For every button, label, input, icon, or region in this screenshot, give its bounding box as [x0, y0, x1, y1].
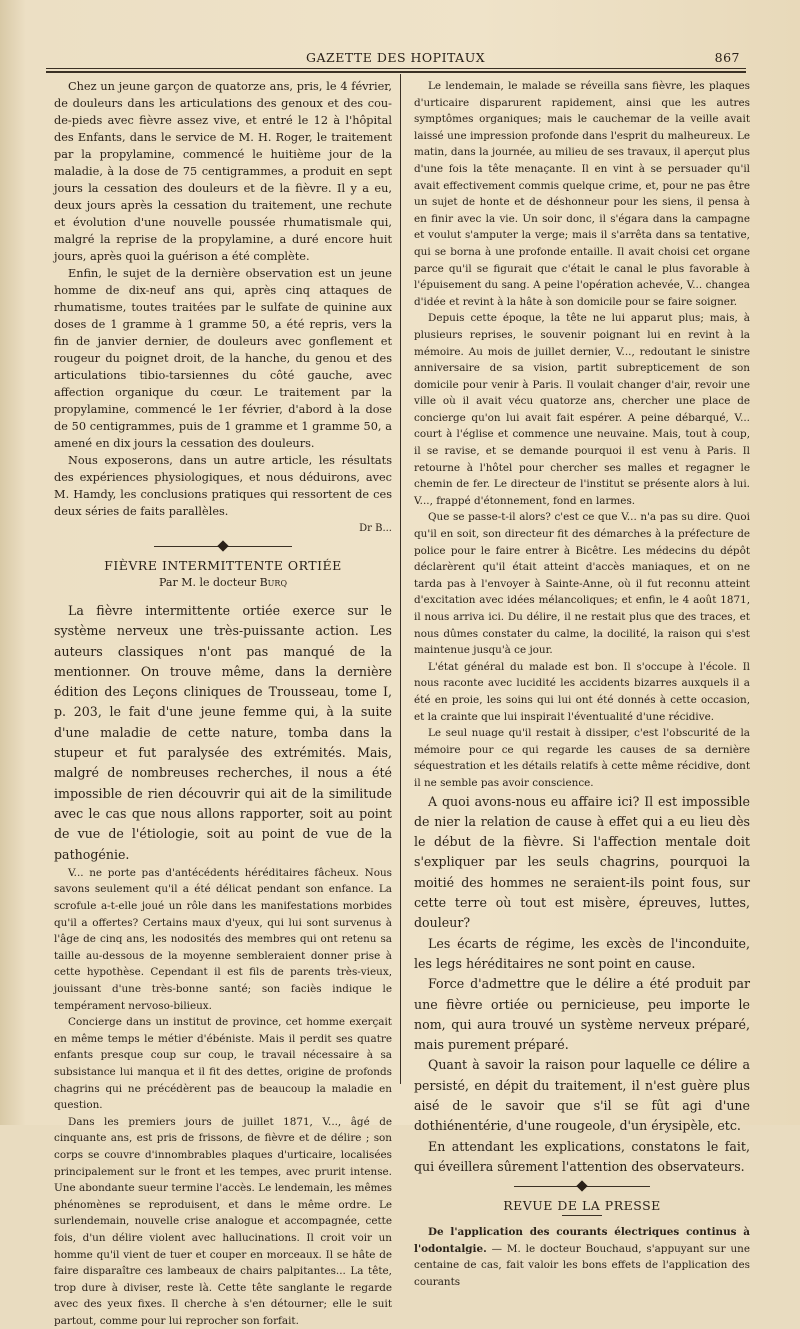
paragraph: La fièvre intermittente ortiée exerce sur le système nerveux une très-puissante action. Les auteurs classiques n'ont pas manqué de la mentionner. On trouve même, dans la dernière édition des Leçons cliniques de Trousseau, tome I, p. 203, le fait d'une jeune femme qui, à la suite d'une maladie de cette nature, tomba dans la stupeur et fut paralysée des extrémités. Mais, malgré de nombreuses recherches, il nous a été impossible de rien découvrir qui ait de la similitude avec le cas que nous allons rapporter, soit au point de vue de l'étiologie, soit au point de vue de la pathogénie. [54, 603, 392, 862]
header-rule-thick [46, 71, 746, 73]
paragraph: Dans les premiers jours de juillet 1871, V..., âgé de cinquante ans, est pris de frissons, de fièvre et de délire ; son corps se couvre d'innombrables plaques d'urticaire, localisées principalement sur le front et les tempes, avec prurit intense. Une abondante sueur termine l'accès. Le lendemain, les mêmes phénomènes se reproduisent, et dans le même ordre. Le surlendemain, nouvelle crise analogue et accompagnée, cette fois, d'un délire violent avec hallucinations. Il croit voir un homme qu'il vient de tuer et couper en morceaux. Il se hâte de faire disparaître ces lambeaux de chairs palpitantes... La tête, trop dure à diviser, reste là. Cette tête sanglante le regarde avec des yeux fixes. Il cherche à s'en détourner; elle le suit partout, comme pour lui reprocher son forfait. [54, 1115, 392, 1327]
author-name: Burq [259, 576, 288, 589]
column-separator [400, 74, 401, 1084]
paragraph: En attendant les explications, constatons le fait, qui éveillera sûrement l'attention des observateurs. [414, 1138, 750, 1174]
article-byline [54, 574, 392, 591]
paragraph: Les écarts de régime, les excès de l'inconduite, les legs héréditaires ne sont point en cause. [414, 935, 750, 971]
press-item-title: De l'application des courants électriques continus à l'odontalgie. [414, 1226, 750, 1255]
section-title: REVUE DE LA PRESSE [503, 1198, 661, 1214]
paragraph: Quant à savoir la raison pour laquelle ce délire a persisté, en dépit du traitement, il n'est guère plus aisé de le savoir que s'il se fût agi d'une dothiénentérie, d'une rougeole, d'un érysipèle, etc. [414, 1057, 750, 1134]
paragraph: Enfin, le sujet de la dernière observation est un jeune homme de dix-neuf ans qui, après cinq attaques de rhumatisme, toutes traitées par le sulfate de quinine aux doses de 1 gramme à 1 gramme 50, a été repris, vers la fin de janvier dernier, de douleurs avec gonflement et rougeur du poignet droit, de la hanche, du genou et des articulations tibio-tarsiennes du côté gauche, avec affection organique du cœur. Le traitement par la propylamine, commencé le 1er février, d'abord à la dose de 50 centigrammes, puis de 1 gramme et 1 gramme 50, a amené en dix jours la cessation des douleurs. [54, 267, 392, 450]
paragraph: Depuis cette époque, la tête ne lui apparut plus; mais, à plusieurs reprises, le souvenir poignant lui en revint à la mémoire. Au mois de juillet dernier, V..., redoutant le sinistre anniversaire de sa vision, partit subrepticement de son domicile pour venir à Paris. Il voulait changer d'air, revoir une ville où il avait vécu quatorze ans, chercher une place de concierge qu'on lui avait fait espérer. A peine débarqué, V... court à l'église et commence une neuvaine. Mais, tout à coup, il se ravise, et se demande pourquoi il est venu à Paris. Il retourne à l'hôtel pour chercher ses malles et regagner le chemin de fer. Le directeur de l'institut se présente alors à lui. V..., frappé d'étonnement, fond en larmes. [414, 312, 750, 507]
signature: Dr B... [359, 523, 392, 534]
press-item-text: — M. le docteur Bouchaud, s'appuyant sur une centaine de cas, fait valoir les bons effets de l'application des courants [414, 1242, 750, 1288]
paragraph: L'état général du malade est bon. Il s'occupe à l'école. Il nous raconte avec lucidité les accidents bizarres auxquels il a été en proie, les soins qui lui ont été donnés à cette occasion, et la crainte que lui inspirait l'éventualité d'une récidive. [414, 660, 750, 723]
byline-prefix: Par M. le docteur [158, 576, 257, 589]
ornament-divider [54, 541, 392, 553]
article-title: FIÈVRE INTERMITTENTE ORTIÉE [104, 558, 342, 573]
page-header [46, 50, 746, 68]
paragraph: Chez un jeune garçon de quatorze ans, pris, le 4 février, de douleurs dans les articulations des genoux et des cou-de-pieds avec fièvre assez vive, et entré le 12 à l'hôpital des Enfants, dans le service de M. H. Roger, le traitement par la propylamine, commencé le huitième jour de la maladie, à la dose de 75 centigrammes, a produit en sept jours la cessation des douleurs et de la fièvre. Il y a eu, deux jours après la cessation du traitement, une rechute et évolution d'une nouvelle poussée rhumatismale qui, malgré la reprise de la propylamine, a duré encore huit jours, après quoi la guérison a été complète. [54, 80, 392, 263]
section-rule [562, 1215, 602, 1216]
press-item [414, 1224, 750, 1290]
paragraph: Concierge dans un institut de province, cet homme exerçait en même temps le métier d'ébéniste. Mais il perdit ses quatre enfants presque coup sur coup, le travail nécessaire à sa subsistance lui manqua et il fit des dettes, origine de profonds chagrins qui ne précédèrent pas de beaucoup la maladie en question. [54, 1016, 392, 1112]
paragraph: Le seul nuage qu'il restait à dissiper, c'est l'obscurité de la mémoire pour ce qui regarde les causes de sa dernière séquestration et les détails relatifs à cette même récidive, dont il ne semble pas avoir conscience. [414, 727, 750, 789]
header-rule [46, 68, 746, 69]
paragraph: Que se passe-t-il alors? c'est ce que V... n'a pas su dire. Quoi qu'il en soit, son directeur fit des démarches à la préfecture de police pour le faire entrer à Bicêtre. Les médecins du dépôt déclarèrent qu'il était atteint d'accès maniaques, et on ne tarda pas à l'envoyer à Sainte-Anne, où il fut reconnu atteint d'excitation avec idées mélancoliques; et enfin, le 4 août 1871, il nous arriva ici. Du délire, il ne restait plus que des traces, et nous dûmes constater du calme, la docilité, la raison qui s'est maintenue jusqu'à ce jour. [414, 511, 750, 657]
paragraph: Nous exposerons, dans un autre article, les résultats des expériences physiologiques, et nous déduirons, avec M. Hamdy, les conclusions pratiques qui ressortent de ces deux séries de faits parallèles. [54, 454, 392, 518]
newspaper-title: GAZETTE DES HOPITAUX [306, 50, 486, 65]
paragraph: Le lendemain, le malade se réveilla sans fièvre, les plaques d'urticaire disparurent rapidement, ainsi que les autres symptômes organiques; mais le cauchemar de la veille avait laissé une impression profonde dans l'esprit du malheureux. Le matin, dans la journée, au milieu de ses travaux, il aperçut plus d'une fois la tête menaçante. Il en vint à se persuader qu'il avait effectivement commis quelque crime, et, pour ne pas être un sujet de honte et de déshonneur pour les siens, il pensa à en finir avec la vie. Un soir donc, il s'égara dans la campagne et voulut s'amputer la verge; mais il s'arrêta dans sa tentative, qui se borna à une profonde entaille. Il avait choisi cet organe parce qu'il se figurait que c'était le canal le plus favorable à l'épuisement du sang. A peine l'opération achevée, V... changea d'idée et revint à la hâte à son domicile pour se faire soigner. [414, 80, 750, 308]
right-column [414, 78, 750, 1291]
ornament-divider [414, 1181, 750, 1193]
page-number: 867 [714, 50, 740, 65]
left-column [54, 78, 392, 1329]
paragraph: A quoi avons-nous eu affaire ici? Il est impossible de nier la relation de cause à effet qui a eu lieu dès le début de la fièvre. Si l'affection mentale doit s'expliquer par les seuls chagrins, pourquoi la moitié des hommes ne seraient-ils point fous, sur cette terre où tout est misère, épreuves, luttes, douleur? [414, 793, 750, 931]
paragraph: Force d'admettre que le délire a été produit par une fièvre ortiée ou pernicieuse, peu importe le nom, qui aura trouvé un système nerveux préparé, mais purement préparé. [414, 976, 750, 1053]
paragraph: V... ne porte pas d'antécédents héréditaires fâcheux. Nous savons seulement qu'il a été délicat pendant son enfance. La scrofule a-t-elle joué un rôle dans les manifestations morbides qu'il a offertes? Certains maux d'yeux, qui lui sont survenus à l'âge de cinq ans, les nodosités des membres qui ont retenu sa taille au-dessous de la moyenne sembleraient donner prise à cette hypothèse. Cependant il est fils de parents très-vieux, jouissant d'une très-bonne santé; son faciès indique le tempérament nervoso-bilieux. [54, 866, 392, 1012]
